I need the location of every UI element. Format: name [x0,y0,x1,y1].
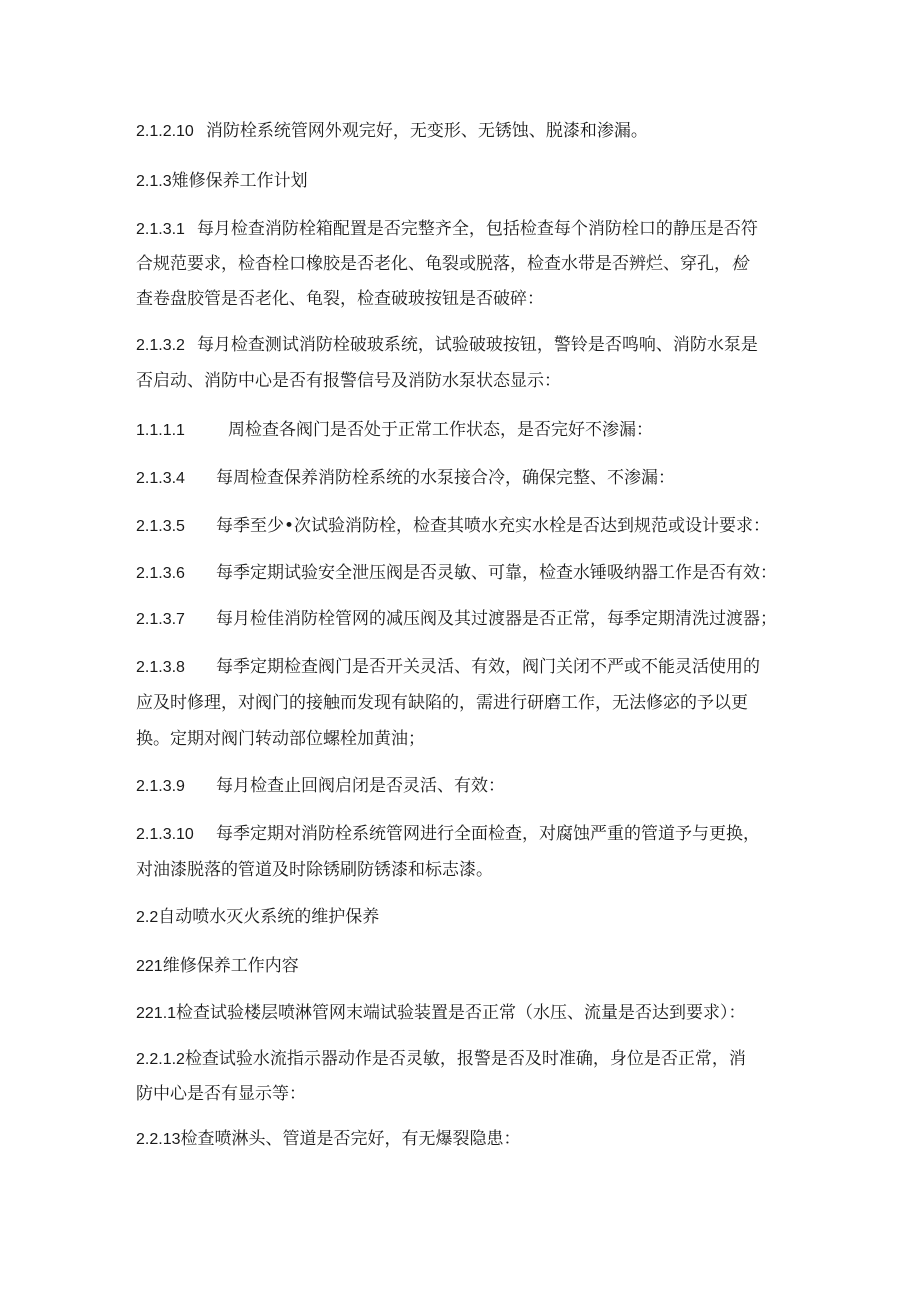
clause-number: 2.1.3.6 [136,565,185,582]
clause-number: 2.2.1.2 [136,1051,185,1068]
clause-number: 2.1.3.7 [136,611,185,628]
clause-text: 防中心是否有显示等： [136,1084,306,1104]
clause-text: 每季定期对消防栓系统管网进行全面检查，对腐蚀严重的管道予与更换， [216,824,760,844]
clause-number: 221 [136,958,163,975]
clause-number: 2.1.3.9 [136,778,185,795]
clause-text: 否启动、消防中心是否有报警信号及消防水泵状态显示： [136,371,561,391]
clause-text: 查卷盘胶管是否老化、龟裂，检查破玻按钮是否破碎： [136,289,544,309]
paragraph-2-1-2-10 [136,116,836,146]
paragraph-2-1-3-6 [136,558,836,588]
clause-number: 1.1.1.1 [136,422,185,439]
paragraph-continuation [136,724,836,754]
paragraph-2-1-3-9 [136,771,836,801]
paragraph-2-1-3-1 [136,214,836,244]
clause-text: 换。定期对阀门转动部位螺栓加黄油； [136,729,425,749]
clause-number: 2.1.3.1 [136,221,185,238]
paragraph-2-2-13 [136,1124,836,1154]
clause-number: 221.1 [136,1005,177,1022]
clause-text: 每周检查保养消防栓系统的水泵接合冷，确保完整、不渗漏： [216,468,675,488]
paragraph-1-1-1-1 [136,415,836,445]
paragraph-2-1-3-5 [136,511,836,541]
clause-text: 检查试验水流指示器动作是否灵敏，报警是否及时准确，身位是否正常，消 [184,1049,746,1069]
section-title: 维修保养工作内容 [162,956,299,976]
clause-number: 2.2.13 [136,1131,181,1148]
clause-number: 2.1.3.4 [136,470,185,487]
paragraph-continuation [136,855,836,885]
clause-text: 每季至少•次试验消防栓，检查其喷水充实水栓是否达到规范或设计要求： [216,516,771,536]
paragraph-continuation [136,249,836,279]
clause-text: 每季定期检查阀门是否开关灵活、有效，阀门关闭不严或不能灵活使用的 [216,657,760,677]
clause-text: 每月检佳消防栓管网的减压阀及其过渡器是否正常，每季定期清洗过渡器； [216,609,777,629]
clause-number: 2.1.3.8 [136,659,185,676]
paragraph-2-1-3-2 [136,330,836,360]
paragraph-2-1-3-7 [136,604,836,634]
paragraph-2-1-3-4 [136,463,836,493]
clause-number: 2.1.3 [136,173,172,190]
clause-text: 合规范要求，检杳栓口橡胶是否老化、龟裂或脱落，检查水带是否辨烂、穿孔， [136,254,731,274]
clause-number: 2.1.2.10 [136,123,194,140]
paragraph-continuation [136,688,836,718]
clause-text: 检查喷淋头、管道是否完好，有无爆裂隐患： [180,1129,521,1149]
clause-text: 每月检查止回阀启闭是否灵活、有效： [216,776,505,796]
clause-text: 每月检查消防栓箱配置是否完整齐全，包括检查每个消防栓口的静压是否符 [196,219,758,239]
clause-text: 每季定期试验安全泄压阀是否灵敏、可靠，检查水锤吸纳器工作是否有效： [216,563,777,583]
clause-text: 对油漆脱落的管道及时除锈刷防锈漆和标志漆。 [136,860,493,880]
italic-word: 检 [731,254,748,274]
section-heading-221 [136,951,836,981]
paragraph-continuation [136,366,836,396]
clause-text: 消防栓系统管网外观完好，无变形、无锈蚀、脱漆和渗漏。 [205,121,648,141]
clause-number: 2.1.3.10 [136,826,194,843]
clause-text: 周检查各阀门是否处于正常工作状态，是否完好不渗漏： [228,420,653,440]
section-heading-2-1-3 [136,166,836,196]
clause-text: 检查试验楼层喷淋管网末端试验装置是否正常（水压、流量是否达到要求）： [176,1003,746,1023]
paragraph-221-1 [136,998,836,1028]
paragraph-2-1-3-10 [136,819,836,849]
paragraph-continuation [136,284,836,314]
clause-number: 2.2 [136,909,159,926]
clause-text: 应及时修理，对阀门的接触而发现有缺陷的，需进行研磨工作，无法修宓的予以更 [136,693,748,713]
clause-text: 每月检查测试消防栓破玻系统，试验破玻按钮，警铃是否鸣响、消防水泵是 [196,335,758,355]
clause-number: 2.1.3.5 [136,518,185,535]
clause-number: 2.1.3.2 [136,337,185,354]
section-title: 雉修保养工作计划 [171,171,308,191]
section-heading-2-2 [136,902,836,932]
paragraph-2-1-3-8 [136,652,836,682]
paragraph-continuation [136,1079,836,1109]
paragraph-2-2-1-2 [136,1044,836,1074]
section-title: 自动喷水灭火系统的维护保养 [158,907,380,927]
